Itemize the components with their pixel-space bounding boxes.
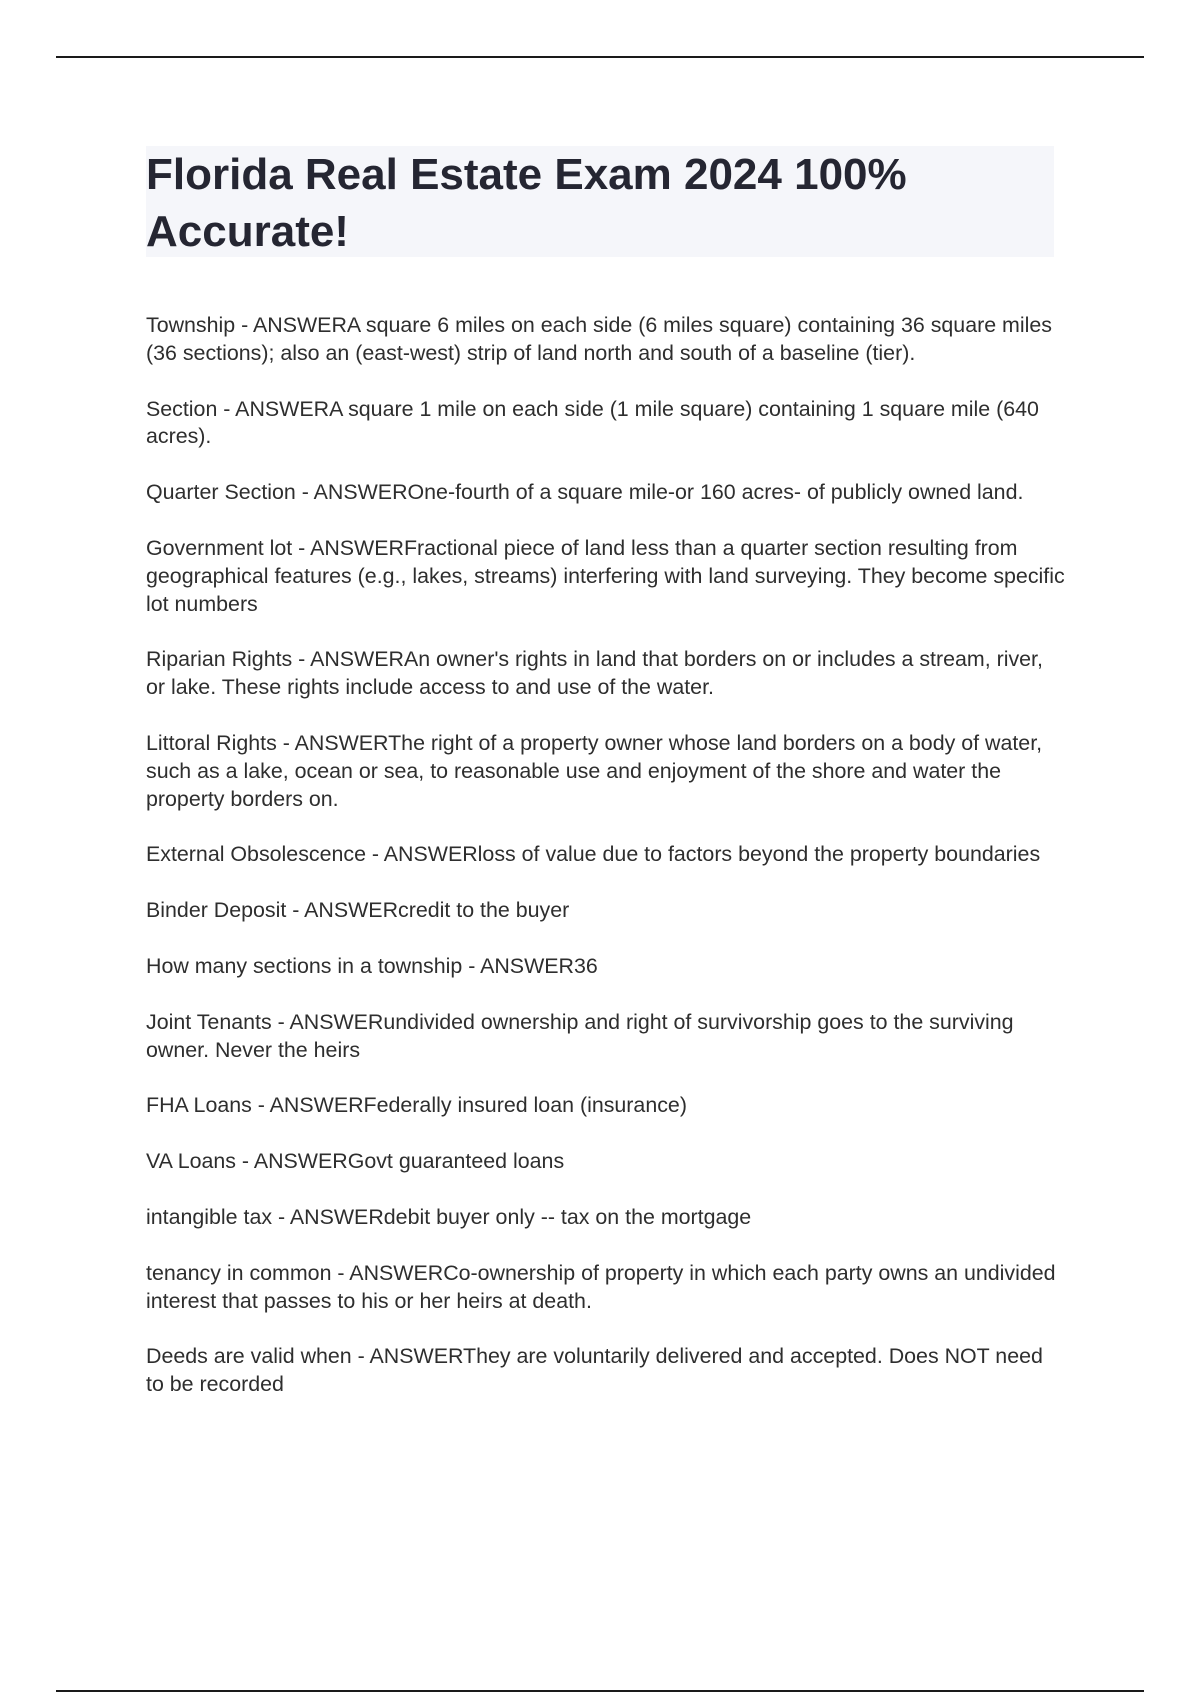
entry-sections-in-township: How many sections in a township - ANSWER36 xyxy=(146,953,598,978)
entry-list xyxy=(146,312,1066,1427)
entry-quarter-section: Quarter Section - ANSWEROne-fourth of a square mile-or 160 acres- of publicly owned land. xyxy=(146,480,1024,505)
entry-littoral-rights: Littoral Rights - ANSWERThe right of a property owner whose land borders on a body of water, such as a lake, ocean or sea, to reasonable use and enjoyment of the shore and water the property borders on. xyxy=(146,730,1043,811)
entry-deeds-valid: Deeds are valid when - ANSWERThey are voluntarily delivered and accepted. Does NOT need to be recorded xyxy=(146,1344,1043,1397)
entry-va-loans: VA Loans - ANSWERGovt guaranteed loans xyxy=(146,1149,565,1174)
entry-riparian-rights: Riparian Rights - ANSWERAn owner's rights in land that borders on or includes a stream, river, or lake. These rights include access to and use of the water. xyxy=(146,647,1043,700)
title-block xyxy=(146,146,1054,257)
bottom-rule xyxy=(56,1690,1144,1692)
document-title: Florida Real Estate Exam 2024 100% Accurate! xyxy=(146,150,907,256)
entry-binder-deposit: Binder Deposit - ANSWERcredit to the buyer xyxy=(146,898,570,923)
entry-fha-loans: FHA Loans - ANSWERFederally insured loan (insurance) xyxy=(146,1093,687,1118)
entry-section: Section - ANSWERA square 1 mile on each side (1 mile square) containing 1 square mile (640 acres). xyxy=(146,396,1039,449)
entry-joint-tenants: Joint Tenants - ANSWERundivided ownership and right of survivorship goes to the surviving owner. Never the heirs xyxy=(146,1009,1014,1062)
entry-township: Township - ANSWERA square 6 miles on each side (6 miles square) containing 36 square miles (36 sections); also an (east-west) strip of land north and south of a baseline (tier). xyxy=(146,313,1052,365)
entry-intangible-tax: intangible tax - ANSWERdebit buyer only -- tax on the mortgage xyxy=(146,1204,752,1229)
top-rule xyxy=(56,56,1144,58)
entry-external-obsolescence: External Obsolescence - ANSWERloss of value due to factors beyond the property boundaries xyxy=(146,842,1041,867)
entry-government-lot: Government lot - ANSWERFractional piece of land less than a quarter section resulting from geographical features (e.g., lakes, streams) interfering with land surveying. They become specific lot numbers xyxy=(146,535,1065,616)
entry-tenancy-in-common: tenancy in common - ANSWERCo-ownership of property in which each party owns an undivided interest that passes to his or her heirs at death. xyxy=(146,1260,1056,1313)
